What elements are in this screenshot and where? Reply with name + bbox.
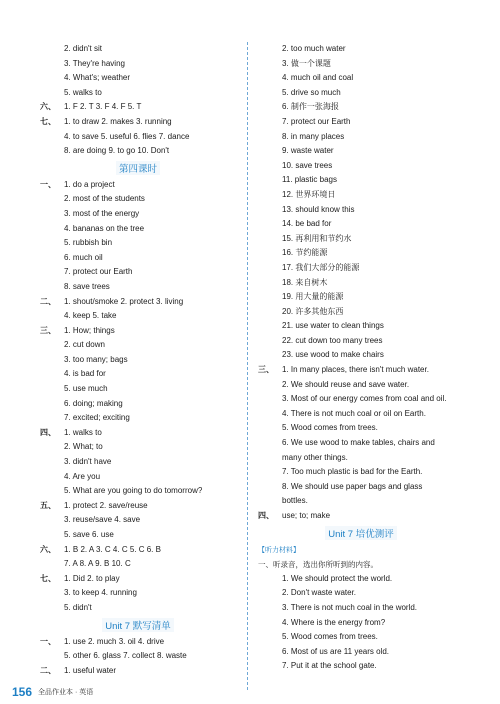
answer-line: [258, 276, 464, 291]
answer-line: [258, 334, 464, 349]
listening-instruction: [258, 557, 464, 572]
answer-line: [258, 261, 464, 276]
answer-text: many other things.: [282, 452, 348, 462]
answer-text: 1. do a project: [64, 179, 115, 189]
answer-text: 1. F 2. T 3. F 4. F 5. T: [64, 102, 142, 112]
answer-text: 5. walks to: [64, 87, 102, 97]
answer-line: [258, 436, 464, 451]
answer-text: 1. walks to: [64, 427, 102, 437]
right-column: [258, 42, 464, 674]
answer-line: [40, 367, 236, 382]
answer-line: [258, 290, 464, 305]
answer-line: [40, 557, 236, 572]
answer-line: [40, 543, 236, 558]
answer-text: 5. What are you going to do tomorrow?: [64, 486, 203, 496]
answer-text: 19. 用大量的能源: [282, 292, 344, 302]
answer-line: [40, 513, 236, 528]
page-footer: [12, 685, 93, 699]
section-number: 三、: [258, 365, 274, 375]
answer-line: [258, 246, 464, 261]
answer-line: [40, 649, 236, 664]
answer-line: [258, 130, 464, 145]
answer-line: [40, 528, 236, 543]
listening-instruction-text: 一、听录音，选出你所听到的内容。: [258, 559, 378, 569]
answer-text: 4. bananas on the tree: [64, 223, 145, 233]
answer-text: 1. We should protect the world.: [282, 573, 393, 583]
answer-text: 15. 再利用和节约水: [282, 233, 352, 243]
answer-line: [40, 353, 236, 368]
heading-unit7-dictation: Unit 7 默写清单: [102, 618, 173, 632]
answer-text: 1. useful water: [64, 665, 117, 675]
listening-material-tag: 【听力材料】: [258, 546, 300, 554]
answer-text: 7. protect our Earth: [64, 267, 133, 277]
answer-line: [40, 382, 236, 397]
answer-line: [258, 616, 464, 631]
answer-line: [258, 159, 464, 174]
section-number: 二、: [40, 665, 56, 675]
answer-list: [40, 178, 236, 616]
answer-text: 7. Too much plastic is bad for the Earth.: [282, 467, 423, 477]
answer-text: 3. to keep 4. running: [64, 588, 137, 598]
answer-text: 8. save trees: [64, 281, 110, 291]
answer-text: 5. save 6. use: [64, 530, 114, 539]
answer-text: 6. much oil: [64, 252, 103, 262]
answer-text: 3. most of the energy: [64, 208, 140, 218]
answer-line: [40, 100, 236, 115]
answer-line: [258, 451, 464, 466]
answer-list: [40, 42, 236, 159]
section-number: 六、: [40, 544, 56, 554]
answer-text: 14. be bad for: [282, 219, 332, 229]
heading-unit7-test: Unit 7 培优测评: [325, 526, 396, 540]
answer-text: 23. use wood to make chairs: [282, 350, 384, 360]
answer-line: [258, 392, 464, 407]
answer-text: 11. plastic bags: [282, 175, 337, 185]
answer-line: [40, 57, 236, 72]
answer-text: 16. 节约能源: [282, 248, 328, 258]
answer-line: [40, 484, 236, 499]
answer-text: 4. Are you: [64, 471, 101, 481]
answer-text: 9. waste water: [282, 146, 334, 156]
answer-line: [258, 572, 464, 587]
answer-text: 5. Wood comes from trees.: [282, 423, 378, 433]
answer-text: 6. 制作一张海报: [282, 102, 339, 112]
answer-line: [40, 265, 236, 280]
answer-text: 5. rubbish bin: [64, 238, 113, 248]
heading-lesson-4: 第四课时: [116, 161, 160, 175]
answer-line: [40, 664, 236, 679]
answer-text: 20. 许多其他东西: [282, 306, 344, 316]
answer-text: 3. didn't have: [64, 457, 112, 467]
answer-text: 1. protect 2. save/reuse: [64, 500, 148, 510]
answer-text: 2. too much water: [282, 44, 346, 53]
answer-line: [258, 305, 464, 320]
answer-text: 3. There is not much coal in the world.: [282, 602, 418, 612]
answer-line: [40, 470, 236, 485]
answer-text: 6. We use wood to make tables, chairs and: [282, 438, 435, 448]
answer-text: 4. much oil and coal: [282, 73, 354, 83]
answer-list: [40, 635, 236, 679]
answer-text: 3. 做一个课题: [282, 58, 331, 68]
answer-text: 5. didn't: [64, 602, 92, 612]
answer-line: [258, 86, 464, 101]
answer-text: 22. cut down too many trees: [282, 335, 383, 345]
answer-line: [258, 188, 464, 203]
answer-line: [258, 421, 464, 436]
answer-line: [258, 363, 464, 378]
answer-line: [258, 509, 464, 524]
section-number: 七、: [40, 116, 56, 126]
answer-text: 5. Wood comes from trees.: [282, 632, 378, 642]
page-number: 156: [12, 685, 33, 699]
answer-line: [40, 455, 236, 470]
answer-line: [258, 586, 464, 601]
section-heading: [258, 525, 464, 542]
answer-line: [258, 144, 464, 159]
answer-line: [40, 586, 236, 601]
answer-line: [40, 426, 236, 441]
section-heading: [40, 617, 236, 634]
answer-line: [40, 115, 236, 130]
answer-line: [258, 100, 464, 115]
section-number: 七、: [40, 573, 56, 583]
answer-line: [40, 499, 236, 514]
answer-text: use; to; make: [282, 511, 331, 520]
answer-line: [40, 601, 236, 616]
left-column: [40, 42, 236, 678]
answer-line: [258, 601, 464, 616]
answer-text: 3. They're having: [64, 58, 125, 68]
answer-line: [258, 71, 464, 86]
answer-text: 2. Don't waste water.: [282, 588, 357, 598]
answer-text: 1. use 2. much 3. oil 4. drive: [64, 636, 165, 646]
answer-line: [258, 173, 464, 188]
answer-text: 5. drive so much: [282, 87, 341, 97]
answer-line: [40, 207, 236, 222]
section-number: 六、: [40, 102, 56, 112]
answer-text: 2. most of the students: [64, 194, 145, 204]
answer-line: [258, 217, 464, 232]
answer-text: 1. B 2. A 3. C 4. C 5. C 6. B: [64, 544, 161, 554]
answer-line: [258, 645, 464, 660]
answer-text: 1. shout/smoke 2. protect 3. living: [64, 296, 184, 306]
answer-text: 7. excited; exciting: [64, 413, 130, 423]
section-number: 四、: [40, 427, 56, 437]
answer-line: [258, 115, 464, 130]
answer-text: 2. didn't sit: [64, 44, 102, 53]
answer-text: 2. What; to: [64, 442, 103, 452]
answer-text: 7. Put it at the school gate.: [282, 661, 377, 671]
section-number: 一、: [40, 636, 56, 646]
section-number: 一、: [40, 179, 56, 189]
answer-line: [40, 280, 236, 295]
section-number: 四、: [258, 511, 274, 520]
answer-line: [40, 192, 236, 207]
answer-line: [40, 338, 236, 353]
answer-line: [258, 465, 464, 480]
answer-line: [40, 440, 236, 455]
answer-line: [40, 222, 236, 237]
answer-text: 8. in many places: [282, 131, 345, 141]
answer-line: [40, 309, 236, 324]
answer-line: [40, 251, 236, 266]
answer-line: [258, 57, 464, 72]
listening-material-line: [258, 543, 464, 558]
answer-line: [40, 42, 236, 57]
answer-text: 5. other 6. glass 7. collect 8. waste: [64, 651, 187, 661]
answer-text: 1. How; things: [64, 325, 115, 335]
answer-line: [258, 232, 464, 247]
answer-line: [40, 130, 236, 145]
answer-line: [40, 144, 236, 159]
answer-text: 17. 我们大部分的能源: [282, 262, 360, 272]
answer-text: bottles.: [282, 496, 308, 506]
answer-text: 4. is bad for: [64, 369, 106, 379]
answer-line: [40, 178, 236, 193]
answer-text: 3. too many; bags: [64, 354, 128, 364]
answer-text: 13. should know this: [282, 204, 355, 214]
answer-text: 3. reuse/save 4. save: [64, 515, 141, 525]
answer-text: 7. A 8. A 9. B 10. C: [64, 559, 131, 569]
answer-text: 5. use much: [64, 384, 108, 394]
answer-list: [258, 42, 464, 524]
answer-text: 6. Most of us are 11 years old.: [282, 646, 390, 656]
answer-line: [258, 659, 464, 674]
answer-line: [258, 319, 464, 334]
answer-text: 4. to save 5. useful 6. flies 7. dance: [64, 131, 190, 141]
answer-text: 3. Most of our energy comes from coal and oil.: [282, 394, 447, 404]
answer-list: [258, 572, 464, 674]
answer-text: 1. In many places, there isn't much water.: [282, 365, 429, 375]
answer-text: 4. Where is the energy from?: [282, 617, 386, 627]
column-divider: [247, 42, 248, 690]
answer-line: [258, 494, 464, 509]
answer-line: [258, 203, 464, 218]
answer-line: [40, 295, 236, 310]
answer-text: 2. cut down: [64, 340, 105, 350]
answer-text: 6. doing; making: [64, 398, 123, 408]
answer-line: [258, 630, 464, 645]
answer-line: [40, 397, 236, 412]
answer-text: 2. We should reuse and save water.: [282, 379, 410, 389]
answer-text: 1. to draw 2. makes 3. running: [64, 116, 172, 126]
answer-text: 4. keep 5. take: [64, 311, 117, 321]
answer-line: [258, 407, 464, 422]
answer-text: 12. 世界环境日: [282, 189, 336, 199]
section-number: 五、: [40, 500, 56, 510]
answer-text: 1. Did 2. to play: [64, 573, 120, 583]
section-number: 二、: [40, 296, 56, 306]
answer-line: [258, 42, 464, 57]
answer-text: 21. use water to clean things: [282, 321, 384, 331]
answer-text: 4. What's; weather: [64, 73, 130, 83]
answer-line: [40, 572, 236, 587]
answer-text: 8. We should use paper bags and glass: [282, 481, 423, 491]
answer-line: [258, 348, 464, 363]
section-number: 三、: [40, 325, 56, 335]
answer-line: [40, 411, 236, 426]
answer-line: [40, 324, 236, 339]
answer-text: 7. protect our Earth: [282, 116, 351, 126]
answer-text: 10. save trees: [282, 160, 333, 170]
answer-text: 18. 来自树木: [282, 277, 328, 287]
answer-line: [40, 635, 236, 650]
answer-line: [258, 480, 464, 495]
answer-line: [40, 71, 236, 86]
answer-line: [40, 236, 236, 251]
book-title: 全品作业本 · 英语: [38, 689, 94, 696]
answer-text: 8. are doing 9. to go 10. Don't: [64, 146, 170, 156]
section-heading: [40, 160, 236, 177]
answer-text: 4. There is not much coal or oil on Earth.: [282, 408, 426, 418]
answer-line: [40, 86, 236, 101]
answer-line: [258, 378, 464, 393]
